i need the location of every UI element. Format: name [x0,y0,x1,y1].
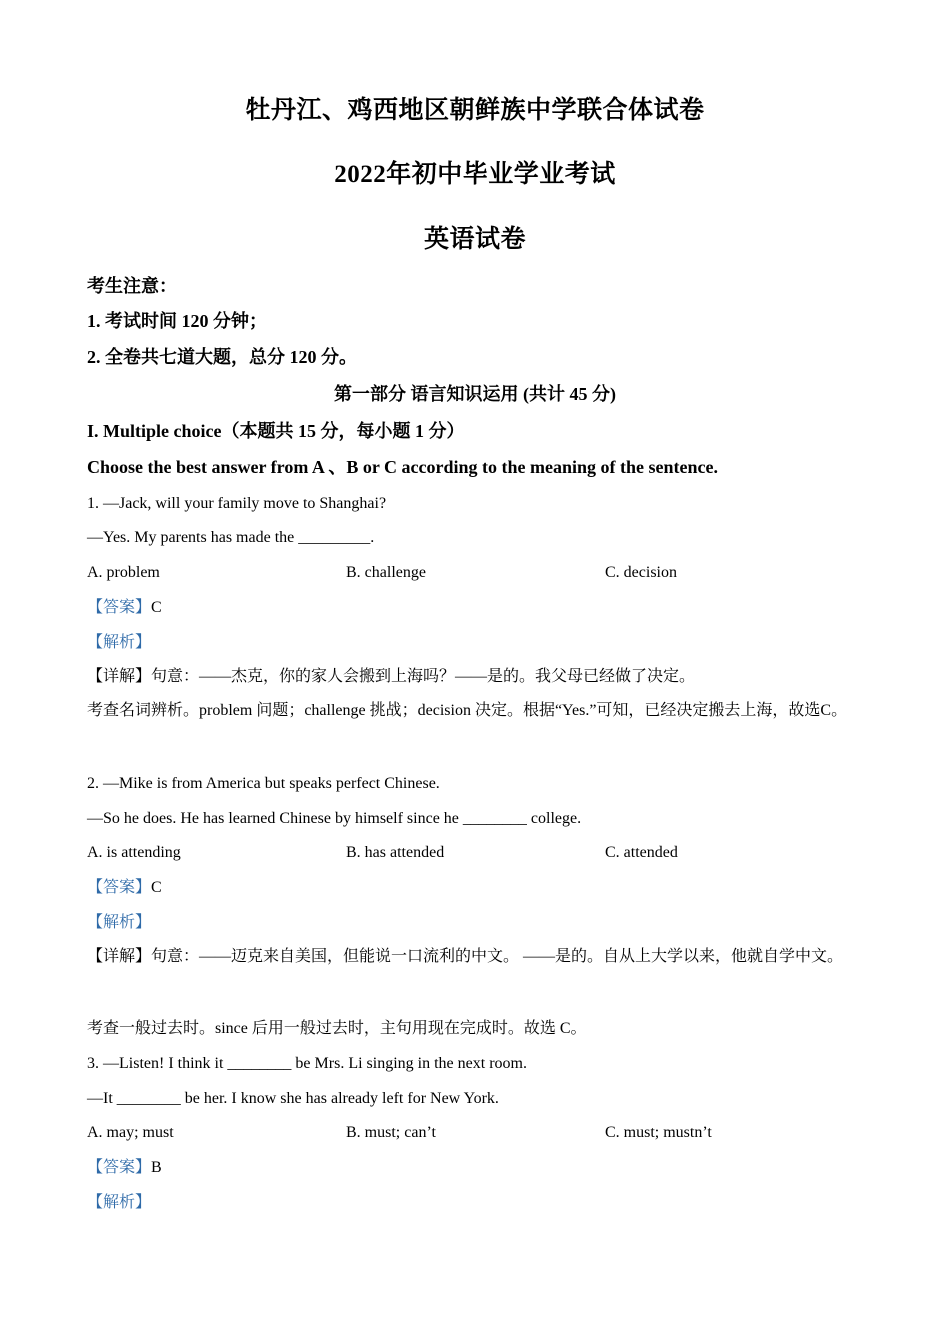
question-2-option-a: A. is attending [87,844,181,861]
part-heading: 第一部分 语言知识运用 (共计 45 分) [334,384,616,404]
question-2-explain: 考查一般过去时。since 后用一般过去时，主句用现在完成时。故选 C。 [87,1020,587,1037]
question-2-detail [87,939,865,975]
detail-text: 句意：——杰克，你的家人会搬到上海吗？——是的。我父母已经做了决定。 [151,668,696,685]
detail-tag: 【详解】 [87,948,152,965]
question-1-detail [87,667,695,687]
question-1-explain: 考查名词辨析。problem 问题；challenge 挑战；decision 决定。根据“Yes.”可知，已经决定搬去上海，故选C。 [87,702,848,719]
question-2-line-2: —So he does. He has learned Chinese by himself since he ________ college. [87,810,582,827]
exam-subject: 英语试卷 [423,226,526,253]
question-3-option-b: B. must; can’t [346,1124,436,1141]
question-3-line-2: —It ________ be her. I know she has already left for New York. [87,1090,499,1107]
question-3-analysis-tag: 【解析】 [87,1194,152,1211]
section-instruction: Choose the best answer from A 、B or C according to the meaning of the sentence. [87,457,718,477]
question-1-option-c: C. decision [605,564,677,581]
question-1-line-2: —Yes. My parents has made the _________. [87,529,375,546]
detail-text: 句意：——迈克来自美国，但能说一口流利的中文。 ——是的。自从上大学以来，他就自学中文。 [151,948,844,965]
answer-tag: 【答案】 [87,879,152,896]
question-3-answer [87,1158,162,1178]
answer-value: C [151,599,162,616]
question-3-option-c: C. must; mustn’t [605,1124,712,1141]
answer-tag: 【答案】 [87,1159,152,1176]
question-2-analysis-tag: 【解析】 [87,914,152,931]
notice-heading: 考生注意： [87,276,177,296]
detail-tag: 【详解】 [87,668,152,685]
question-2-option-c: C. attended [605,844,678,861]
question-3-option-a: A. may; must [87,1124,174,1141]
question-2-line-1: 2. —Mike is from America but speaks perfect Chinese. [87,775,440,792]
section-heading: I. Multiple choice（本题共 15 分，每小题 1 分） [87,421,465,441]
question-2-answer [87,878,162,898]
question-1-analysis-tag: 【解析】 [87,634,152,651]
question-2-option-b: B. has attended [346,844,445,861]
exam-title: 牡丹江、鸡西地区朝鲜族中学联合体试卷 [245,97,705,124]
question-3-line-1: 3. —Listen! I think it ________ be Mrs. Li singing in the next room. [87,1055,527,1072]
exam-subtitle: 2022年初中毕业学业考试 [334,161,616,188]
answer-tag: 【答案】 [87,599,152,616]
answer-value: B [151,1159,162,1176]
question-1-option-b: B. challenge [346,564,426,581]
answer-value: C [151,879,162,896]
notice-item-1: 1. 考试时间 120 分钟； [87,311,267,331]
question-1-option-a: A. problem [87,564,160,581]
notice-item-2: 2. 全卷共七道大题，总分 120 分。 [87,347,357,367]
question-1-line-1: 1. —Jack, will your family move to Shanghai? [87,495,387,512]
question-1-answer [87,598,162,618]
